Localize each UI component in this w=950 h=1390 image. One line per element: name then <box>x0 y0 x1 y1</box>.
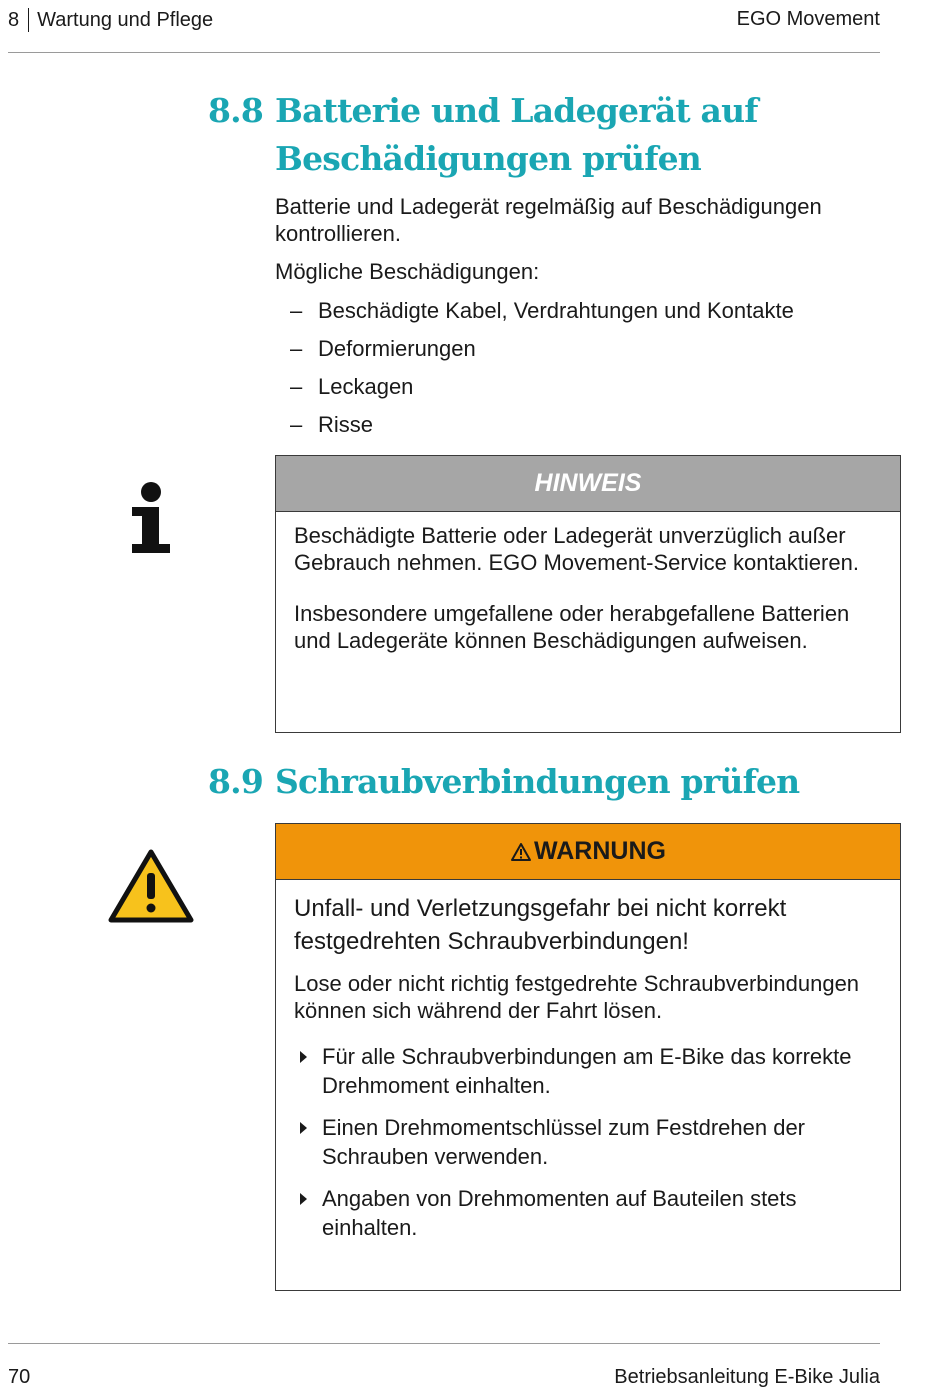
page-number: 70 <box>8 1366 31 1388</box>
section-number: 8.8 <box>208 91 264 130</box>
list-item: – Risse <box>290 412 374 437</box>
warning-headline: Unfall- und Verletzungsgefahr bei nicht korrekt festgedrehten Schraubverbindungen! <box>294 895 787 955</box>
list-item: Einen Drehmomentschlüssel zum Festdrehen der Schrauben verwenden. <box>294 1113 882 1171</box>
section-title: Schraubverbindungen prüfen <box>275 762 800 801</box>
document-title: Betriebsanleitung E-Bike Julia <box>614 1366 880 1388</box>
note-paragraph: Insbesondere umgefallene oder herabgefallene Batterien und Ladegeräte können Beschädigungen aufweisen. <box>294 601 850 653</box>
list-item: – Deformierungen <box>290 336 476 361</box>
warning-actions <box>294 1042 882 1242</box>
header-chapter <box>8 8 213 32</box>
note-body <box>276 512 900 654</box>
arrow-icon <box>300 1122 307 1134</box>
section-number: 8.9 <box>208 762 264 801</box>
damage-label: Mögliche Beschädigungen: <box>275 259 540 284</box>
header-divider <box>8 52 880 53</box>
header-separator <box>28 8 29 32</box>
warning-triangle-icon <box>108 849 194 923</box>
warning-small-icon <box>510 842 532 862</box>
note-paragraph: Beschädigte Batterie oder Ladegerät unverzüglich außer Gebrauch nehmen. EGO Movement-Service kontaktieren. <box>294 523 859 575</box>
header-chapter-number: 8 <box>8 8 20 31</box>
arrow-icon <box>300 1193 307 1205</box>
page-footer <box>8 1366 880 1389</box>
arrow-icon <box>300 1051 307 1063</box>
info-icon <box>128 481 174 555</box>
intro-paragraph: Batterie und Ladegerät regelmäßig auf Beschädigungen kontrollieren. <box>275 194 822 246</box>
section-title-line1: Batterie und Ladegerät auf <box>275 91 758 130</box>
warning-body <box>276 880 900 1242</box>
note-label: HINWEIS <box>276 456 900 512</box>
list-item: – Beschädigte Kabel, Verdrahtungen und Kontakte <box>290 298 794 323</box>
note-box <box>275 455 901 733</box>
warning-description: Lose oder nicht richtig festgedrehte Schraubverbindungen können sich während der Fahrt lösen. <box>294 971 860 1023</box>
page-header <box>8 8 880 36</box>
warning-label-bar <box>276 824 900 880</box>
footer-divider <box>8 1343 880 1344</box>
warning-box <box>275 823 901 1291</box>
header-chapter-title: Wartung und Pflege <box>37 8 214 31</box>
damage-list <box>290 296 794 448</box>
list-item: – Leckagen <box>290 374 414 399</box>
list-item: Angaben von Drehmomenten auf Bauteilen stets einhalten. <box>294 1184 882 1242</box>
section-title-line2: Beschädigungen prüfen <box>275 139 701 178</box>
header-brand: EGO Movement <box>736 8 880 30</box>
warning-label: WARNUNG <box>534 837 666 865</box>
list-item: Für alle Schraubverbindungen am E-Bike das korrekte Drehmoment einhalten. <box>294 1042 882 1100</box>
